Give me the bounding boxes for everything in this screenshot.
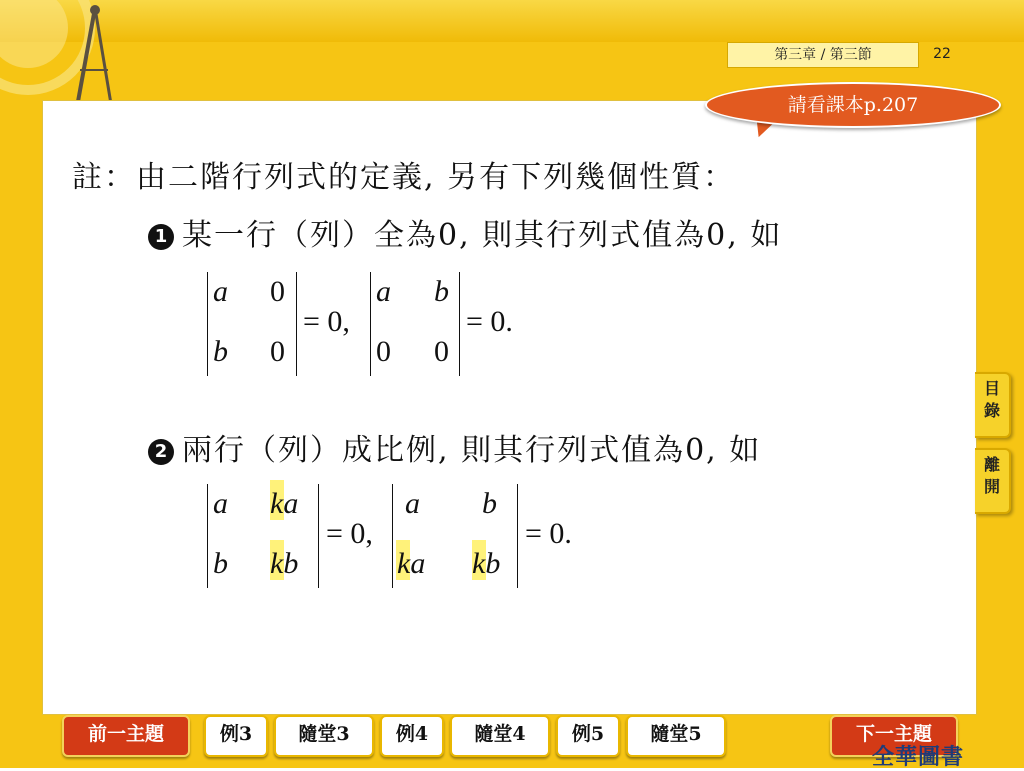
prev-topic-button[interactable]: 前一主題 <box>62 715 190 757</box>
frame-top-band <box>0 0 1024 42</box>
formula-2-eq1: = 0, <box>326 517 373 550</box>
nav-example-3[interactable]: 例3 <box>204 715 268 757</box>
nav-example-5[interactable]: 例5 <box>556 715 620 757</box>
bullet-1-icon: 1 <box>148 224 174 250</box>
toc-tab[interactable] <box>975 372 1011 438</box>
nav-practice-4[interactable]: 隨堂4 <box>450 715 550 757</box>
formula-2-eq2: = 0. <box>525 517 572 550</box>
exit-label-2: 開 <box>983 477 1000 496</box>
publisher-logo: 全華圖書 <box>872 745 965 770</box>
property-2 <box>148 425 761 469</box>
exit-label-1: 離 <box>983 455 1000 474</box>
property-1-text: 某一行（列）全為0, 則其行列式值為0, 如 <box>182 218 783 253</box>
formula-1-eq1: = 0, <box>303 305 350 338</box>
property-1 <box>148 210 782 254</box>
exit-tab[interactable] <box>975 448 1011 514</box>
toc-label-2: 錄 <box>983 401 1000 420</box>
nav-example-4[interactable]: 例4 <box>380 715 444 757</box>
chapter-label: 第三章 / 第三節 <box>727 42 919 68</box>
toc-label-1: 目 <box>983 379 1000 398</box>
note-heading: 註：由二階行列式的定義, 另有下列幾個性質： <box>72 160 736 195</box>
bullet-2-icon: 2 <box>148 439 174 465</box>
page-number: 22 <box>933 46 951 62</box>
nav-practice-5[interactable]: 隨堂5 <box>626 715 726 757</box>
next-topic-button[interactable]: 下一主題 <box>830 715 958 757</box>
formula-1-eq2: = 0. <box>466 305 513 338</box>
textbook-callout[interactable]: 請看課本p.207 <box>705 82 1001 128</box>
nav-practice-3[interactable]: 隨堂3 <box>274 715 374 757</box>
property-2-text: 兩行（列）成比例, 則其行列式值為0, 如 <box>182 433 762 468</box>
